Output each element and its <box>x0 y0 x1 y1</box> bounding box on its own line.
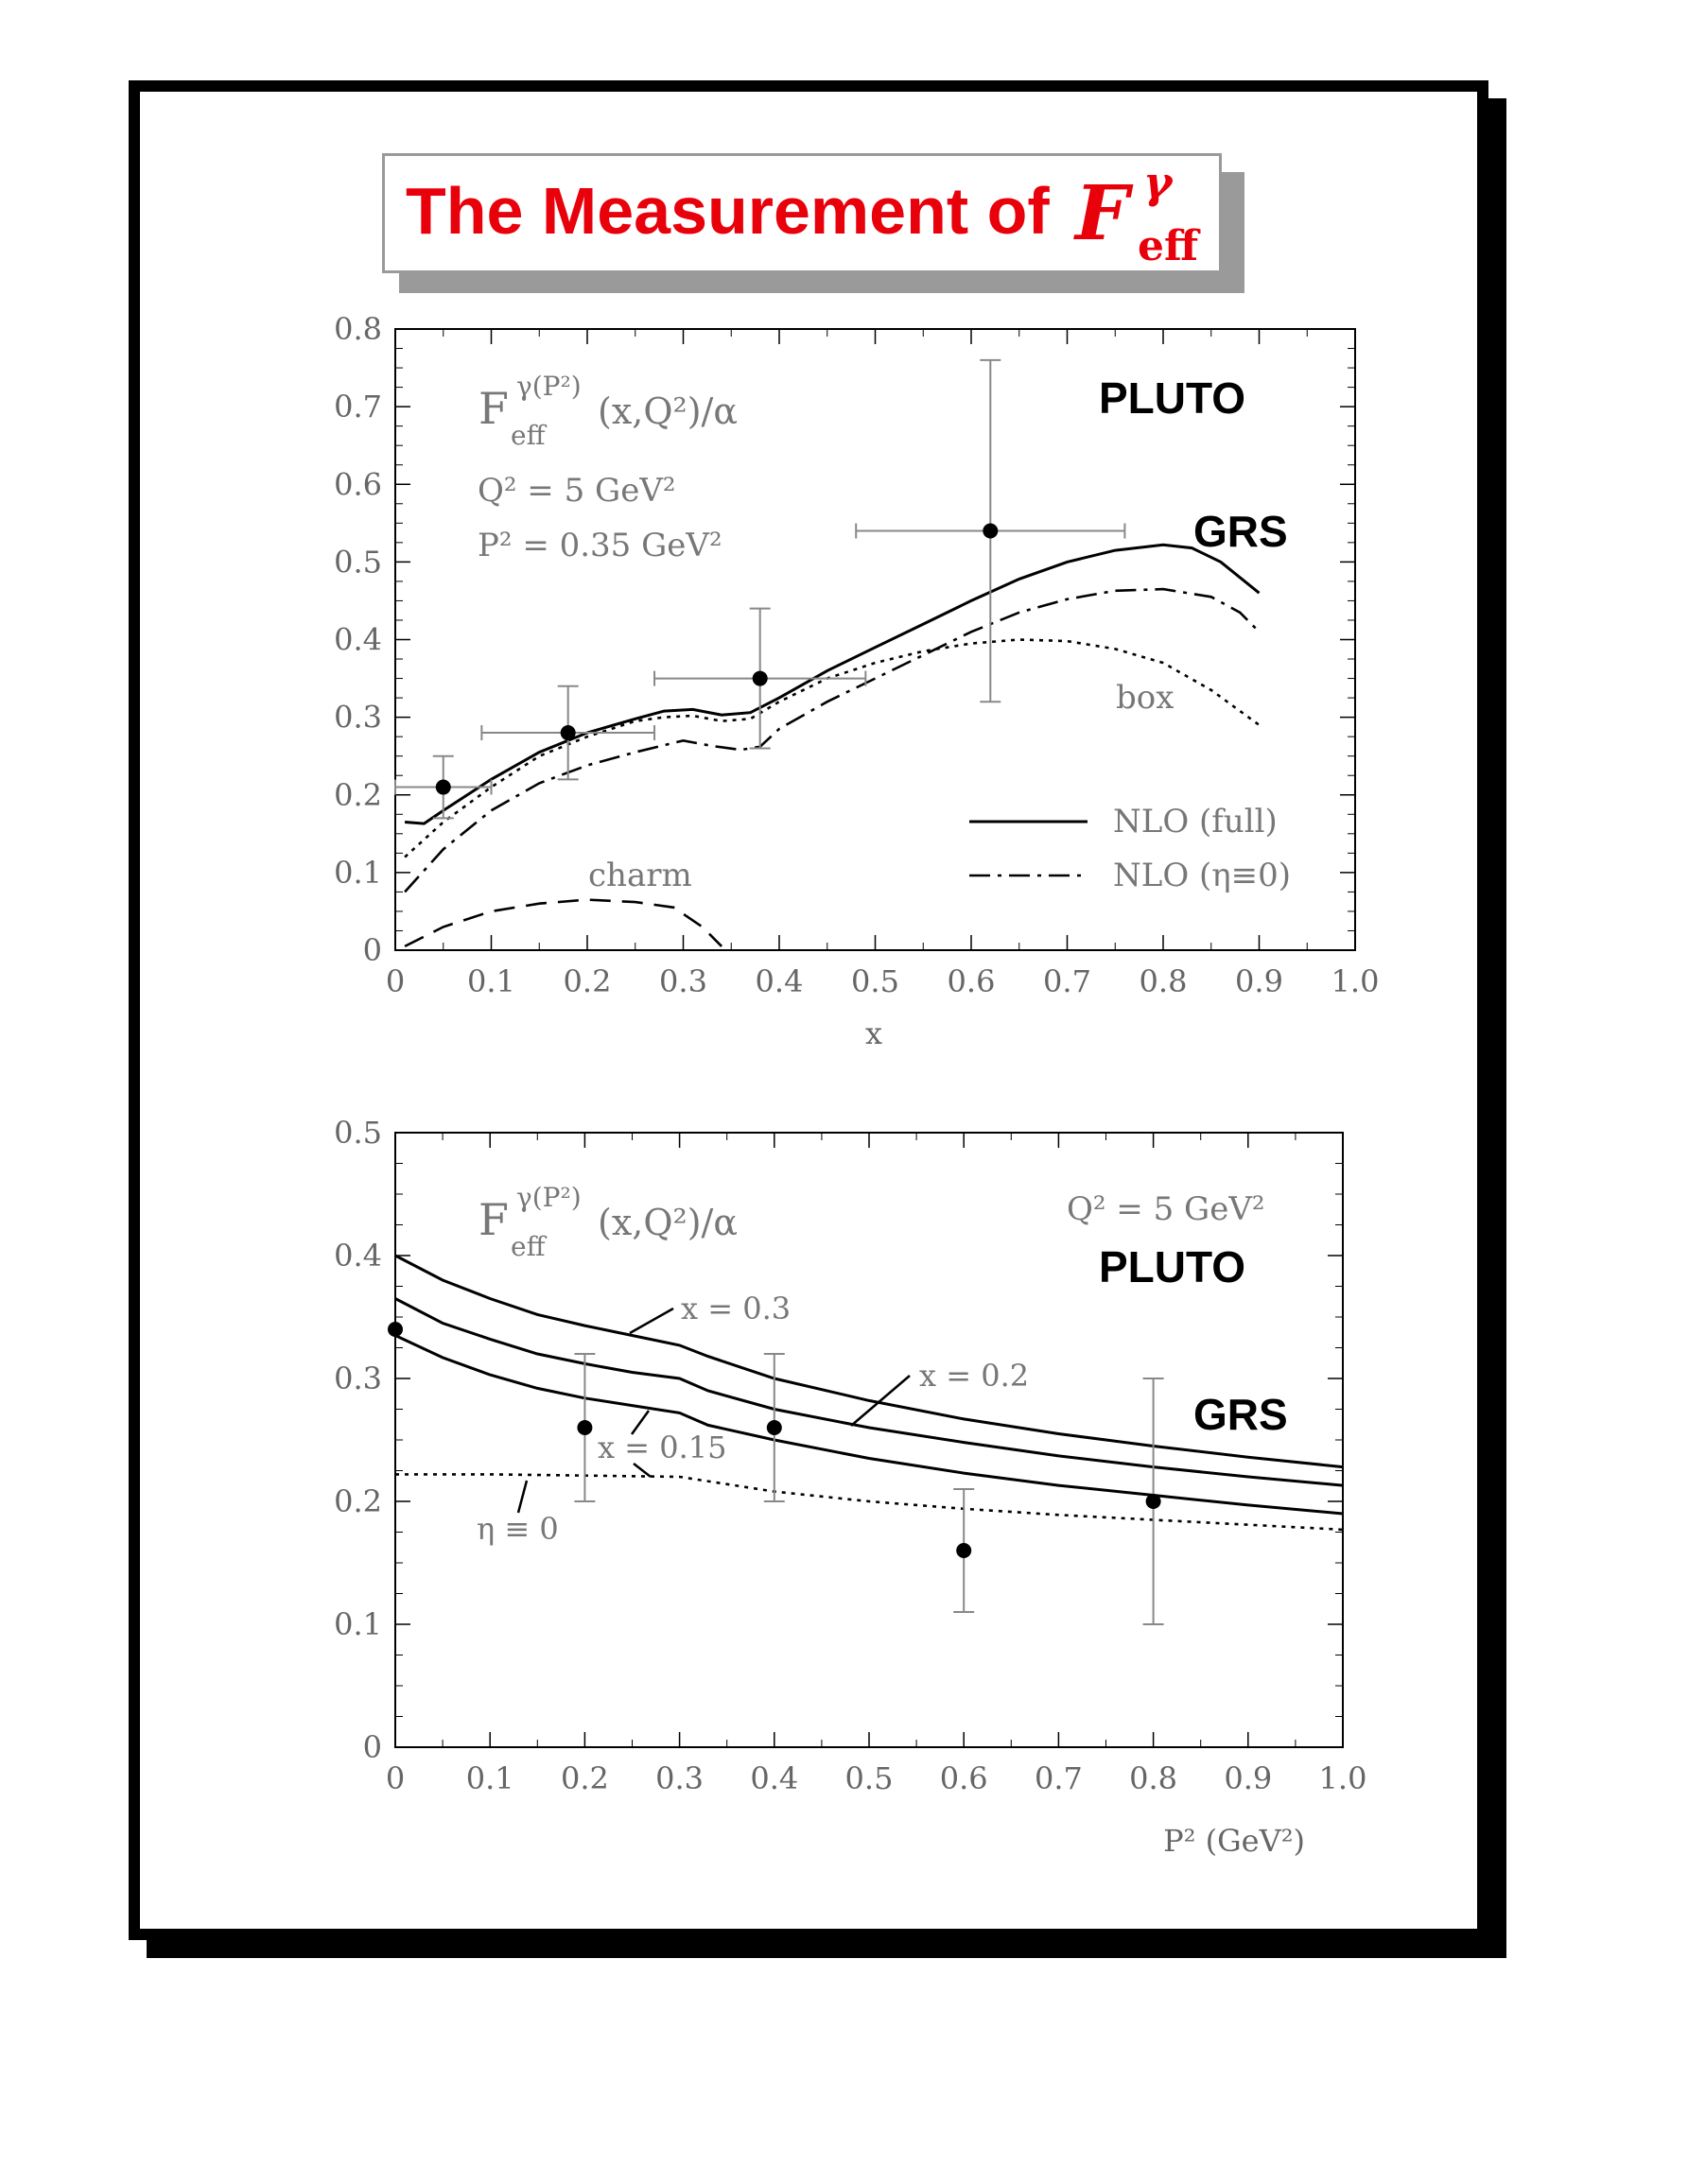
x-tick-label: 0.3 <box>659 963 707 999</box>
data-point <box>577 1420 592 1435</box>
x-axis-label: x <box>864 1015 883 1051</box>
y-axis-label <box>479 371 738 451</box>
data-point <box>753 671 768 686</box>
y-tick-label: 0.8 <box>334 311 382 347</box>
x-tick-label: 0.3 <box>655 1760 705 1796</box>
x-tick-label: 0.9 <box>1224 1760 1273 1796</box>
y-label-rest: (x,Q²)/α <box>598 1202 739 1243</box>
y-tick-label: 0.1 <box>334 854 382 891</box>
x015-annotation: x = 0.15 <box>598 1430 727 1465</box>
y-label-main: F <box>479 1194 509 1245</box>
chart-2 <box>334 1115 1366 1859</box>
x-axis-label: P² (GeV²) <box>1163 1823 1305 1859</box>
series-line-dashdot <box>405 589 1259 892</box>
x-tick-label: 0 <box>385 1760 406 1796</box>
data-point <box>983 524 998 539</box>
box-annotation: box <box>1116 679 1175 717</box>
y-label-sub: eff <box>511 1231 546 1262</box>
title-symbol-sub: eff <box>1138 222 1199 270</box>
x-tick-label: 0 <box>385 963 406 999</box>
legend-label-eta0: NLO (η≡0) <box>1113 857 1292 894</box>
y-label-rest: (x,Q²)/α <box>598 390 739 432</box>
title-symbol-sup: γ <box>1143 157 1173 208</box>
x03-pointer <box>630 1309 673 1333</box>
data-point <box>388 1322 403 1337</box>
legend-label-full: NLO (full) <box>1113 803 1278 841</box>
x02-annotation: x = 0.2 <box>919 1358 1030 1394</box>
eta0-annotation: η ≡ 0 <box>477 1511 559 1547</box>
x03-annotation: x = 0.3 <box>681 1291 792 1326</box>
x-tick-label: 1.0 <box>1318 1760 1367 1796</box>
eta0-pointer <box>518 1481 527 1513</box>
y-tick-label: 0.3 <box>334 1361 382 1396</box>
x-tick-label: 0.8 <box>1129 1760 1178 1796</box>
y-tick-label: 0.5 <box>334 1115 382 1151</box>
x-tick-label: 0.1 <box>465 1760 514 1796</box>
theory-label: GRS <box>1193 1390 1288 1439</box>
y-tick-label: 0.5 <box>334 544 382 581</box>
x-tick-label: 0.8 <box>1139 963 1188 999</box>
x-tick-label: 0.1 <box>467 963 515 999</box>
experiment-label: PLUTO <box>1099 1242 1246 1291</box>
x-tick-label: 0.7 <box>1034 1760 1083 1796</box>
x-tick-label: 0.6 <box>947 963 996 999</box>
x-tick-label: 0.5 <box>851 963 899 999</box>
data-point <box>956 1543 971 1558</box>
y-tick-label: 0.2 <box>334 776 382 813</box>
charm-annotation: charm <box>588 857 692 894</box>
y-tick-label: 0.7 <box>334 389 382 425</box>
data-point <box>561 725 576 740</box>
theory-label: GRS <box>1193 507 1288 556</box>
y-tick-label: 0 <box>362 1729 382 1765</box>
x-tick-label: 0.5 <box>844 1760 894 1796</box>
y-tick-label: 0.2 <box>334 1483 382 1519</box>
y-tick-label: 0.4 <box>334 1238 382 1274</box>
y-label-main: F <box>479 383 509 434</box>
data-point <box>436 780 451 795</box>
y-tick-label: 0 <box>362 932 382 968</box>
q2-annotation: Q² = 5 GeV² <box>1067 1190 1265 1228</box>
p2-annotation: P² = 0.35 GeV² <box>478 527 722 564</box>
data-point <box>767 1420 782 1435</box>
chart-1 <box>334 311 1379 1051</box>
x02-pointer <box>851 1376 910 1426</box>
y-label-sub: eff <box>511 420 546 451</box>
x-tick-label: 0.7 <box>1043 963 1091 999</box>
x-tick-label: 0.6 <box>939 1760 988 1796</box>
x-tick-label: 0.2 <box>563 963 612 999</box>
x-tick-label: 0.4 <box>755 963 804 999</box>
y-label-sup: γ(P²) <box>516 371 582 402</box>
x-tick-label: 0.9 <box>1235 963 1283 999</box>
page-title: The Measurement of <box>406 174 1050 248</box>
y-tick-label: 0.1 <box>334 1606 382 1642</box>
x-tick-label: 0.2 <box>560 1760 609 1796</box>
x015-pointer-2 <box>634 1464 651 1477</box>
data-point <box>1146 1494 1161 1509</box>
y-tick-label: 0.4 <box>334 621 382 658</box>
series-line-dashed <box>405 900 722 946</box>
q2-annotation: Q² = 5 GeV² <box>478 472 676 510</box>
x-tick-label: 1.0 <box>1331 963 1380 999</box>
experiment-label: PLUTO <box>1099 373 1246 423</box>
y-tick-label: 0.6 <box>334 466 382 503</box>
y-axis-label <box>479 1182 738 1262</box>
y-label-sup: γ(P²) <box>516 1182 582 1213</box>
x-tick-label: 0.4 <box>750 1760 799 1796</box>
title-symbol-main: F <box>1075 168 1129 257</box>
y-tick-label: 0.3 <box>334 699 382 736</box>
